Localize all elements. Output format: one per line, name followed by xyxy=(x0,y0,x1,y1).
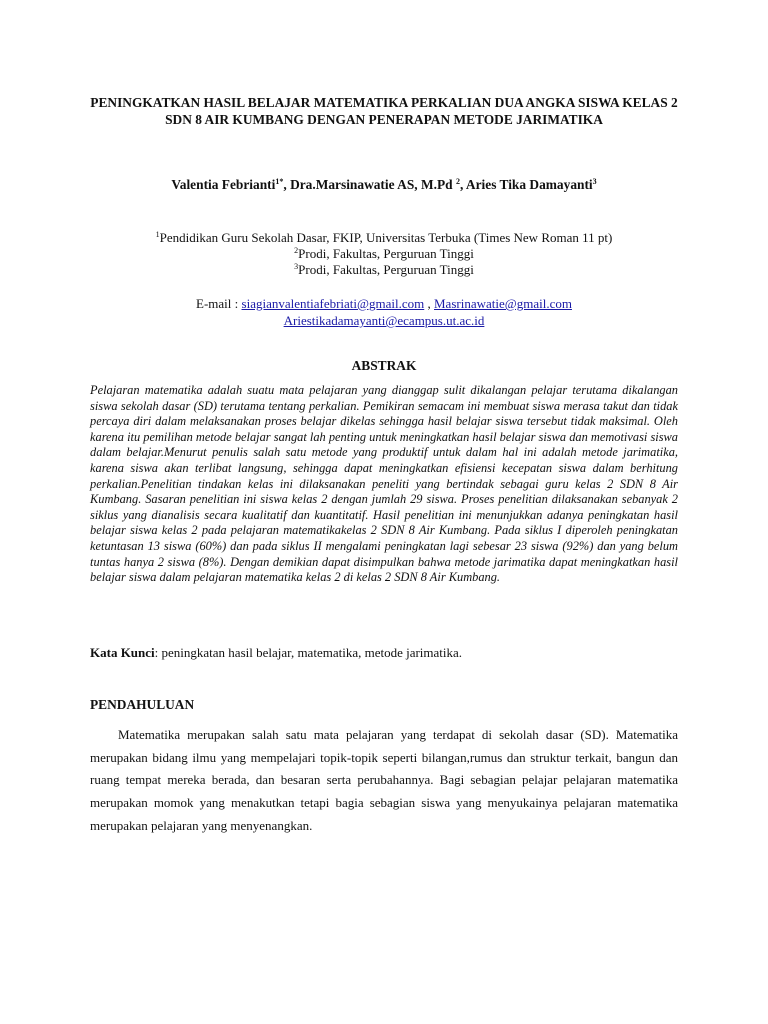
abstract-text: Pelajaran matematika adalah suatu mata pelajaran yang dianggap sulit dikalangan pelajar terutama dikalangan siswa sekolah dasar (SD) terutama tentang perkalian. Pemikiran semacam ini membuat siswa merasa takut dan tidak percaya diri dalam melaksanakan proses belajar dikelas sehingga hasil belajar siswa tersebut tidak maksimal. Oleh karena itu pemilihan metode belajar sangat lah penting untuk meningkatkan hasil belajar siswa dan memotivasi siswa dalam belajar.Menurut penulis salah satu metode yang produktif untuk dalam hal ini adalah metode jarimatika, karena siswa akan terlibat langsung, sehingga dapat meningkatkan efisiensi kecepatan siswa dalam berhitung perkalian.Penelitian tindakan kelas ini dilaksanakan peneliti yang bertindak sebagai guru kelas 2 SDN 8 Air Kumbang. Sasaran penelitian ini siswa kelas 2 dengan jumlah 29 siswa. Proses penelitian dilaksanakan sebanyak 2 siklus yang dianalisis secara kualitatif dan kuantitatif. Hasil penelitian ini menunjukkan adanya peningkatan hasil belajar siswa kelas 2 pada pelajaran matematikakelas 2 SDN 8 Air Kumbang. Pada siklus I diperoleh peningkatan ketuntasan 13 siswa (60%) dan pada siklus II mengalami peningkatan lagi sebesar 23 siswa (92%) dan yang belum tuntas hanya 2 siswa (8%). Dengan demikian dapat disimpulkan bahwa metode jarimatika dapat meningkatkan hasil belajar siswa dalam pelajaran matematika kelas 2 di kelas 2 SDN 8 Air Kumbang. xyxy=(90,383,678,585)
affiliation-mark: 3 xyxy=(294,262,299,271)
email-label: E-mail : xyxy=(196,296,242,311)
affiliation-mark: 1 xyxy=(155,230,160,239)
email-link-3[interactable]: Ariestikadamayanti@ecampus.ut.ac.id xyxy=(283,313,485,328)
intro-paragraph: Matematika merupakan salah satu mata pelajaran yang terdapat di sekolah dasar (SD). Matematika merupakan bidang ilmu yang mempelajari topik-topik seperti bilangan,rumus dan struktur terkait, bangun dan ruang tempat mereka berada, dan besaran serta perubahannya. Bagi sebagian pelajar pelajaran matematika merupakan momok yang menakutkan tetapi bagia sebagian siswa yang menyukainya pelajaran matematika merupakan pelajaran yang menyenangkan. xyxy=(90,727,678,833)
author-name: Dra.Marsinawatie AS, M.Pd xyxy=(290,177,456,192)
author-affil-mark: 3 xyxy=(592,177,597,186)
affiliation-text: Prodi, Fakultas, Perguruan Tinggi xyxy=(298,262,474,277)
author-affil-mark: 2 xyxy=(455,177,460,186)
email-line xyxy=(90,312,678,329)
affiliation-mark: 2 xyxy=(294,246,299,255)
author-separator: , xyxy=(283,177,291,192)
email-line xyxy=(90,295,678,312)
keywords-line xyxy=(90,645,678,661)
email-block xyxy=(90,295,678,329)
author-affil-mark: 1* xyxy=(275,177,284,186)
author-name: Aries Tika Damayanti xyxy=(465,177,593,192)
affiliation-text: Pendidikan Guru Sekolah Dasar, FKIP, Universitas Terbuka (Times New Roman 11 pt) xyxy=(159,230,613,245)
author-separator: , xyxy=(459,177,466,192)
affiliation-text: Prodi, Fakultas, Perguruan Tinggi xyxy=(298,246,474,261)
affiliation-line xyxy=(90,262,678,278)
email-separator: , xyxy=(424,296,434,311)
keywords-label: Kata Kunci xyxy=(90,645,155,660)
email-link-1[interactable]: siagianvalentiafebriati@gmail.com xyxy=(241,296,425,311)
section-heading: PENDAHULUAN xyxy=(90,697,195,712)
affiliation-line xyxy=(90,230,678,246)
keywords-text: : peningkatan hasil belajar, matematika, metode jarimatika. xyxy=(154,645,463,660)
email-link-2[interactable]: Masrinawatie@gmail.com xyxy=(434,296,572,311)
affiliation-line xyxy=(90,246,678,262)
paper-title: PENINGKATKAN HASIL BELAJAR MATEMATIKA PERKALIAN DUA ANGKA SISWA KELAS 2 SDN 8 AIR KUMBANG DENGAN PENERAPAN METODE JARIMATIKA xyxy=(90,95,678,127)
affiliation-list xyxy=(90,230,678,278)
author-name: Valentia Febrianti xyxy=(171,177,276,192)
abstract-heading: ABSTRAK xyxy=(351,358,417,373)
author-list xyxy=(90,177,678,193)
